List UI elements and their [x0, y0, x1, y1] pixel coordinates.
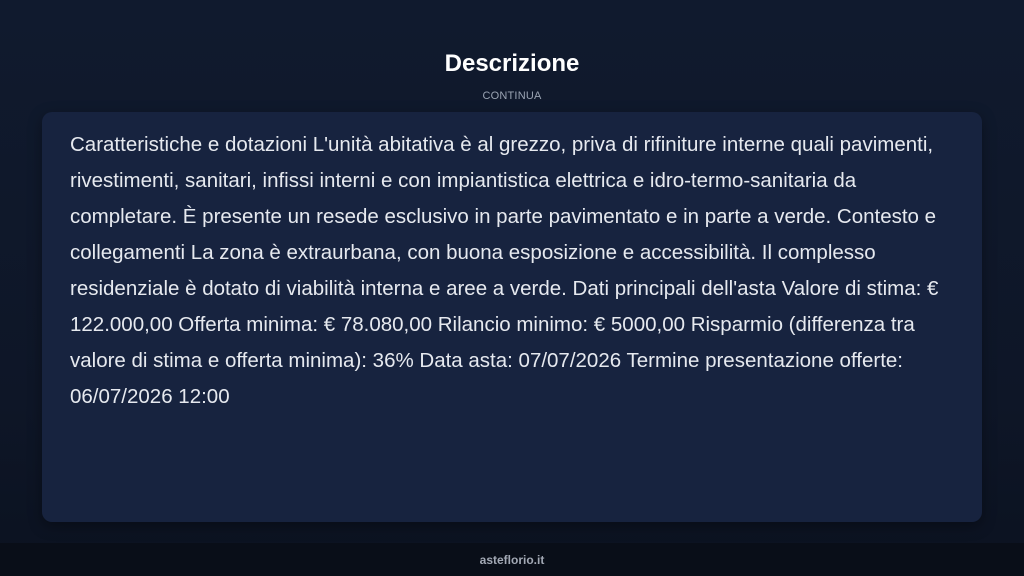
- continued-label: CONTINUA: [482, 90, 542, 102]
- description-text: Caratteristiche e dotazioni L'unità abitativa è al grezzo, priva di rifiniture interne quali pavimenti, rivestimenti, sanitari, infissi interni e con impiantistica elettrica e idro-termo-sanitaria da completare. È presente un resede esclusivo in parte pavimentato e in parte a verde. Contesto e collegamenti La zona è extraurbana, con buona esposizione e accessibilità. Il complesso residenziale è dotato di viabilità interna e aree a verde. Dati principali dell'asta Valore di stima: € 122.000,00 Offerta minima: € 78.080,00 Rilancio minimo: € 5000,00 Risparmio (differenza tra valore di stima e offerta minima): 36% Data asta: 07/07/2026 Termine presentazione offerte: 06/07/2026 12:00: [70, 133, 939, 408]
- page-title: Descrizione: [444, 50, 580, 77]
- footer-bar: [0, 543, 1024, 576]
- site-name: asteflorio.it: [479, 553, 545, 567]
- description-card: [42, 112, 982, 522]
